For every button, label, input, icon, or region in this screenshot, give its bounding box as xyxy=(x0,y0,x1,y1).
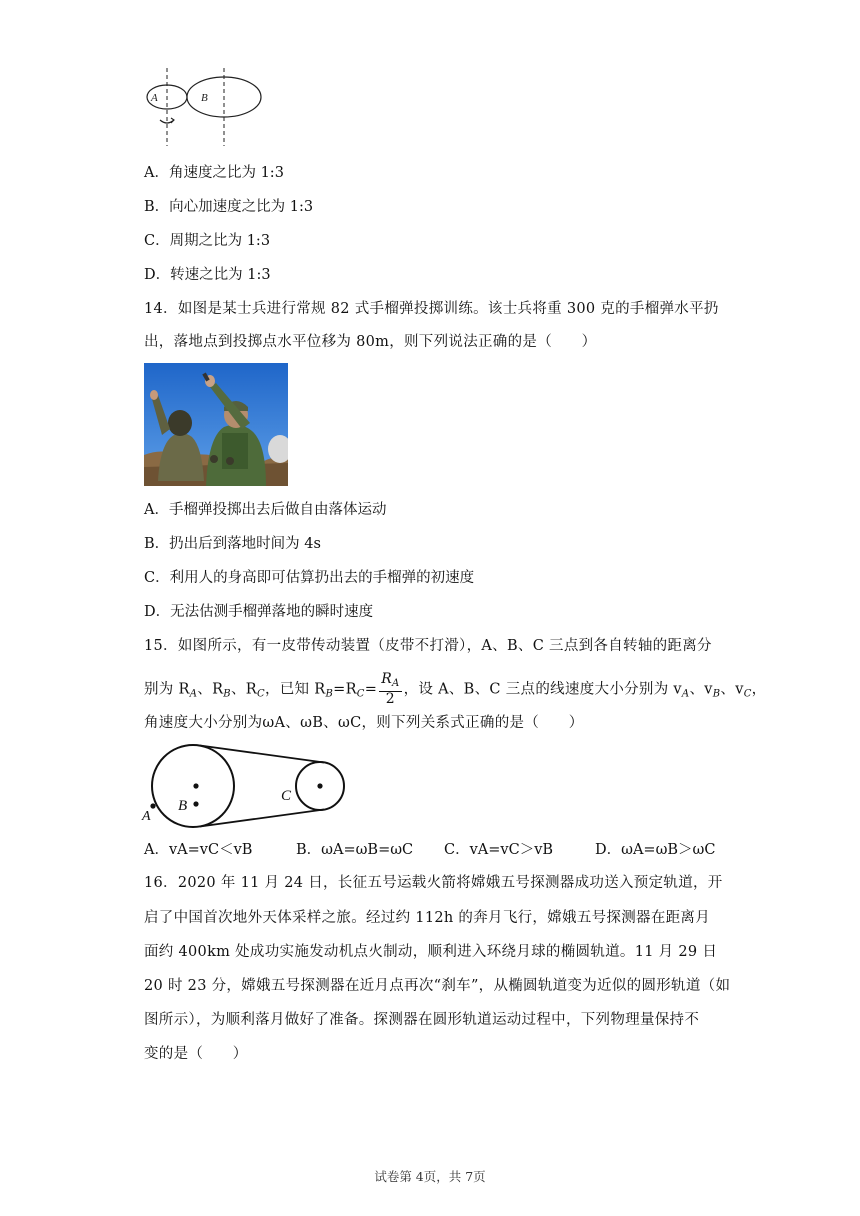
q15-option-a: A．vA=vC＜vB xyxy=(144,842,253,858)
point-c-dot xyxy=(317,783,322,788)
point-b-dot xyxy=(193,801,198,806)
q14-stem-line2: 出，落地点到投掷点水平位移为 80m，则下列说法正确的是（ ） xyxy=(144,334,597,350)
q16-stem-line6: 变的是（ ） xyxy=(144,1046,248,1062)
wheel-b-label: B xyxy=(201,92,208,104)
q14-option-c: C．利用人的身高即可估算扔出去的手榴弹的初速度 xyxy=(144,570,475,586)
q14-option-d: D．无法估测手榴弹落地的瞬时速度 xyxy=(144,604,374,620)
q16-stem-line4: 20 时 23 分，嫦娥五号探测器在近月点再次“刹车”，从椭圆轨道变为近似的圆形轨道（如 xyxy=(144,978,731,994)
q14-stem-line1: 14．如图是某士兵进行常规 82 式手榴弹投掷训练。该士兵将重 300 克的手榴弹水平扔 xyxy=(144,301,719,317)
q13-option-c: C．周期之比为 1:3 xyxy=(144,233,271,249)
large-pulley-outer xyxy=(152,745,234,827)
point-a-dot xyxy=(150,803,155,808)
soldier-photo xyxy=(144,363,288,486)
q15-stem-line3: 角速度大小分别为ωA、ωB、ωC，则下列关系式正确的是（ ） xyxy=(144,715,584,731)
q16-stem-line3: 面约 400km 处成功实施发动机点火制动，顺利进入环绕月球的椭圆轨道。11 月 29 日 xyxy=(144,944,718,960)
q14-option-b: B．扔出后到落地时间为 4s xyxy=(144,536,321,552)
q15-stem-line2: 别为 $R_A$、$R_B$、$R_C$，已知 $R_B=R_C=$ $\frac{R_A}{2}$ ，设 A、B、C 三点的线速度大小分别为 $v_A$、$v_B$、$v_C$， xyxy=(144,671,767,707)
point-a-label: A xyxy=(142,809,151,824)
point-c-label: C xyxy=(281,788,292,804)
q13-option-b: B．向心加速度之比为 1:3 xyxy=(144,199,314,215)
belt-drive-figure xyxy=(140,744,354,830)
q16-stem-line5: 图所示），为顺利落月做好了准备。探测器在圆形轨道运动过程中，下列物理量保持不 xyxy=(144,1012,700,1028)
point-b-label: B xyxy=(178,798,188,814)
q15-option-c: C．vA=vC＞vB xyxy=(444,842,554,858)
q15-option-b: B．ωA=ωB=ωC xyxy=(296,842,414,858)
q13-option-a: A．角速度之比为 1:3 xyxy=(144,165,284,181)
q15-option-d: D．ωA=ωB＞ωC xyxy=(595,842,716,858)
q13-option-d: D．转速之比为 1:3 xyxy=(144,267,271,283)
wheel-a-label: A xyxy=(151,92,158,104)
q16-stem-line2: 启了中国首次地外天体采样之旅。经过约 112h 的奔月飞行，嫦娥五号探测器在距离月 xyxy=(144,910,711,926)
q16-stem-line1: 16．2020 年 11 月 24 日，长征五号运载火箭将嫦娥五号探测器成功送入预定轨道，开 xyxy=(144,875,723,891)
page-footer: 试卷第 4页，共 7页 xyxy=(374,1169,486,1184)
wheels-figure xyxy=(140,66,270,150)
q14-option-a: A．手榴弹投掷出去后做自由落体运动 xyxy=(144,502,387,518)
q15-stem-line1: 15．如图所示，有一皮带传动装置（皮带不打滑），A、B、C 三点到各自转轴的距离分 xyxy=(144,638,712,654)
fraction-ra-over-2: $\frac{R_A}{2}$ xyxy=(381,671,400,707)
pulley-center-dot xyxy=(193,783,198,788)
